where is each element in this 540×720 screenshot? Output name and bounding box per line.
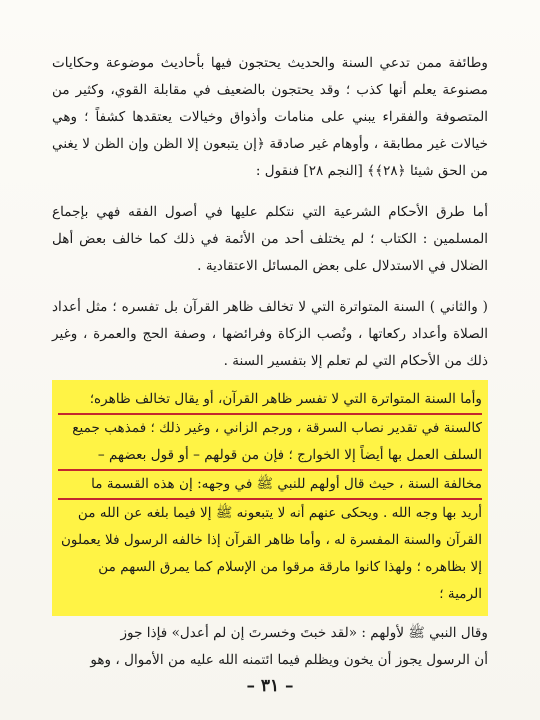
paragraph-3: ( والثاني ) السنة المتواترة التي لا تخالف ظاهر القرآن بل تفسره ؛ مثل أعداد الصلاة وأعداد ركعاتها ، ونُصب الزكاة وفرائضها ، وصفة الحج والعمرة ، وغير ذلك من الأحكام التي لم تعلم إلا بتفسير السنة . (52, 299, 488, 369)
highlight-line-6: القرآن والسنة المفسرة له ، وأما ظاهر القرآن إذا خالفه الرسول فلا يعملون (60, 532, 482, 548)
highlight-line-2: كالسنة في تقدير نصاب السرقة ، ورجم الزاني ، وغير ذلك ؛ فمذهب جميع (72, 420, 482, 436)
after-line-1: وقال النبي ﷺ لأولهم : «لقد خبتَ وخسرتَ إن لم أعدل» فإذا جوز (120, 625, 488, 641)
highlight-line-7: إلا بظاهره ؛ ولهذا كانوا مارقة مرقوا من الإسلام كما يمرق السهم من (98, 559, 482, 575)
highlight-line-8: الرمية ؛ (439, 586, 482, 602)
highlight-line-5: أريد بها وجه الله . ويحكى عنهم أنه لا يتبعونه ﷺ إلا فيما بلغه عن الله من (77, 505, 482, 521)
after-highlight-text (52, 620, 488, 674)
highlight-line-4: مخالفة السنة ، حيث قال أولهم للنبي ﷺ في وجهه: إن هذه القسمة ما (58, 471, 482, 500)
highlight-line-3: السلف العمل بها أيضاً إلا الخوارج ؛ فإن من قولهم – أو قول بعضهم – (58, 442, 482, 471)
paragraph-gap (52, 185, 488, 199)
paragraph-2: أما طرق الأحكام الشرعية التي نتكلم عليها في أصول الفقه فهي بإجماع المسلمين : الكتاب ؛ لم يختلف أحد من الأئمة في ذلك كما خالف بعض أهل الضلال في الاستدلال على بعض المسائل الاعتقادية . (52, 204, 488, 274)
paragraph-1: وطائفة ممن تدعي السنة والحديث يحتجون فيها بأحاديث موضوعة وحكايات مصنوعة يعلم أنها كذب ؛ وقد يحتجون بالضعيف في مقابلة القوي، وكثير من المتصوفة والفقراء يبني على منامات وأذواق وخيالات يعتقدها كشفاً ؛ وهي خيالات غير مطابقة ، وأوهام غير صادقة ﴿إن يتبعون إلا الظن وإن الظن لا يغني من الحق شيئا ﴿٢٨﴾﴾ [النجم ٢٨] فنقول : (52, 55, 488, 179)
paragraph-gap (52, 280, 488, 294)
after-line-2: أن الرسول يجوز أن يخون ويظلم فيما ائتمنه الله عليه من الأموال ، وهو (90, 652, 488, 668)
page-number: – ٣١ – (246, 676, 294, 696)
highlight-line-1: وأما السنة المتواترة التي لا تفسر ظاهر القرآن، أو يقال تخالف ظاهره؛ (58, 386, 482, 415)
highlighted-passage (58, 386, 482, 608)
page-body (52, 50, 488, 375)
